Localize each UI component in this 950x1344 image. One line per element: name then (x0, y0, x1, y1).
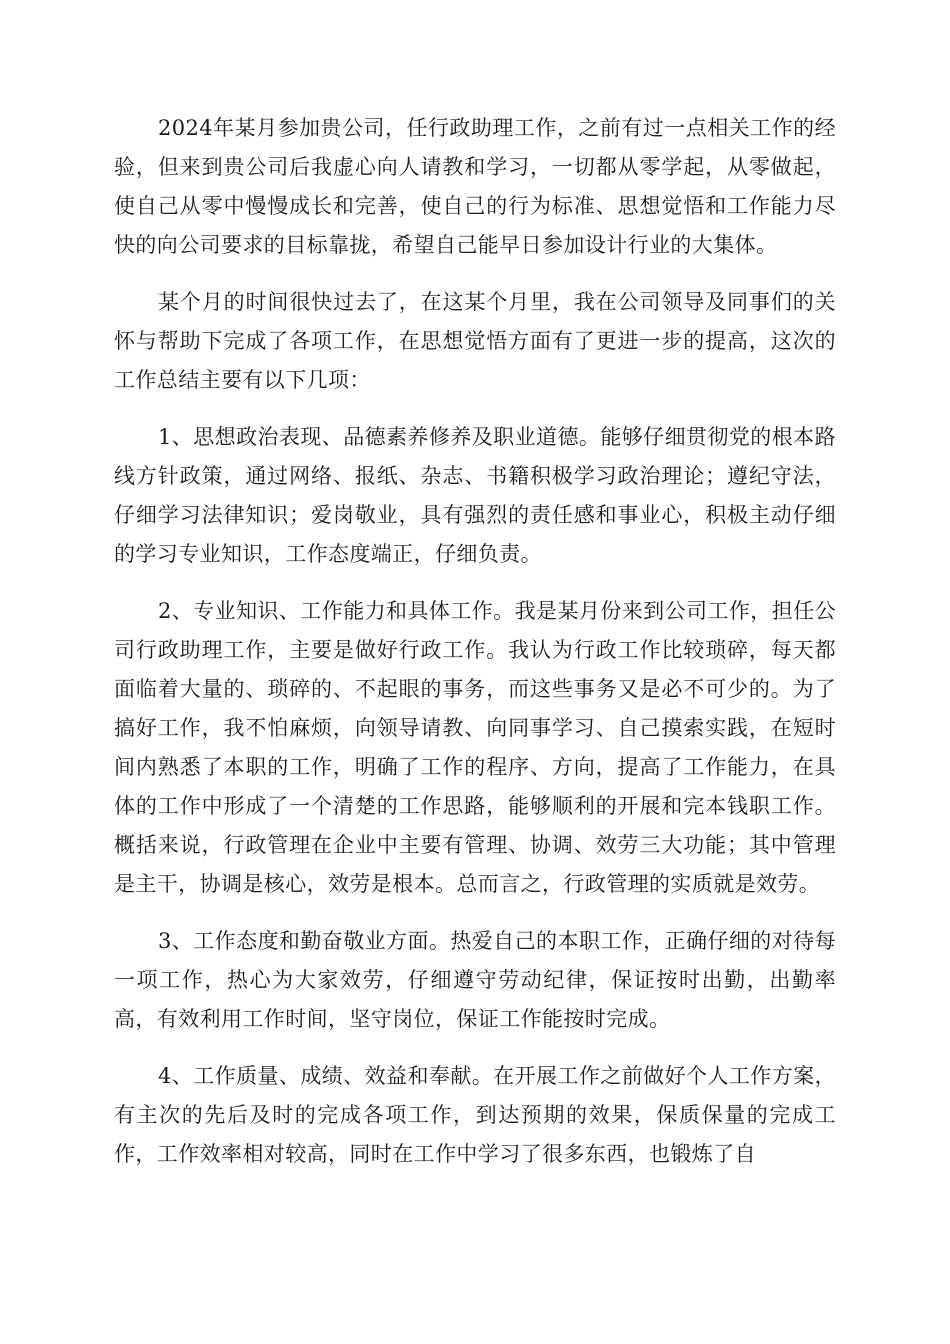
document-body (114, 109, 836, 1192)
paragraph-1: 2024年某月参加贵公司，任行政助理工作，之前有过一点相关工作的经验，但来到贵公司后我虚心向人请教和学习，一切都从零学起，从零做起，使自己从零中慢慢成长和完善，使自己的行为标准、思想觉悟和工作能力尽快的向公司要求的目标靠拢，希望自己能早日参加设计行业的大集体。 (114, 116, 836, 257)
paragraph-5: 3、工作态度和勤奋敬业方面。热爱自己的本职工作，正确仔细的对待每一项工作，热心为大家效劳，仔细遵守劳动纪律，保证按时出勤，出勤率高，有效利用工作时间，坚守岗位，保证工作能按时完成。 (114, 929, 836, 1031)
paragraph-6: 4、工作质量、成绩、效益和奉献。在开展工作之前做好个人工作方案，有主次的先后及时的完成各项工作，到达预期的效果，保质保量的完成工作，工作效率相对较高，同时在工作中学习了很多东西，也锻炼了自 (114, 1064, 836, 1166)
paragraph-2: 某个月的时间很快过去了，在这某个月里，我在公司领导及同事们的关怀与帮助下完成了各项工作，在思想觉悟方面有了更进一步的提高，这次的工作总结主要有以下几项： (114, 290, 836, 392)
paragraph-4: 2、专业知识、工作能力和具体工作。我是某月份来到公司工作，担任公司行政助理工作，主要是做好行政工作。我认为行政工作比较琐碎，每天都面临着大量的、琐碎的、不起眼的事务，而这些事务又是必不可少的。为了搞好工作，我不怕麻烦，向领导请教、向同事学习、自己摸索实践，在短时间内熟悉了本职的工作，明确了工作的程序、方向，提高了工作能力，在具体的工作中形成了一个清楚的工作思路，能够顺利的开展和完本钱职工作。概括来说，行政管理在企业中主要有管理、协调、效劳三大功能；其中管理是主干，协调是核心，效劳是根本。总而言之，行政管理的实质就是效劳。 (114, 599, 836, 896)
paragraph-3: 1、思想政治表现、品德素养修养及职业道德。能够仔细贯彻党的根本路线方针政策，通过网络、报纸、杂志、书籍积极学习政治理论；遵纪守法，仔细学习法律知识；爱岗敬业，具有强烈的责任感和事业心，积极主动仔细的学习专业知识，工作态度端正，仔细负责。 (114, 425, 836, 566)
